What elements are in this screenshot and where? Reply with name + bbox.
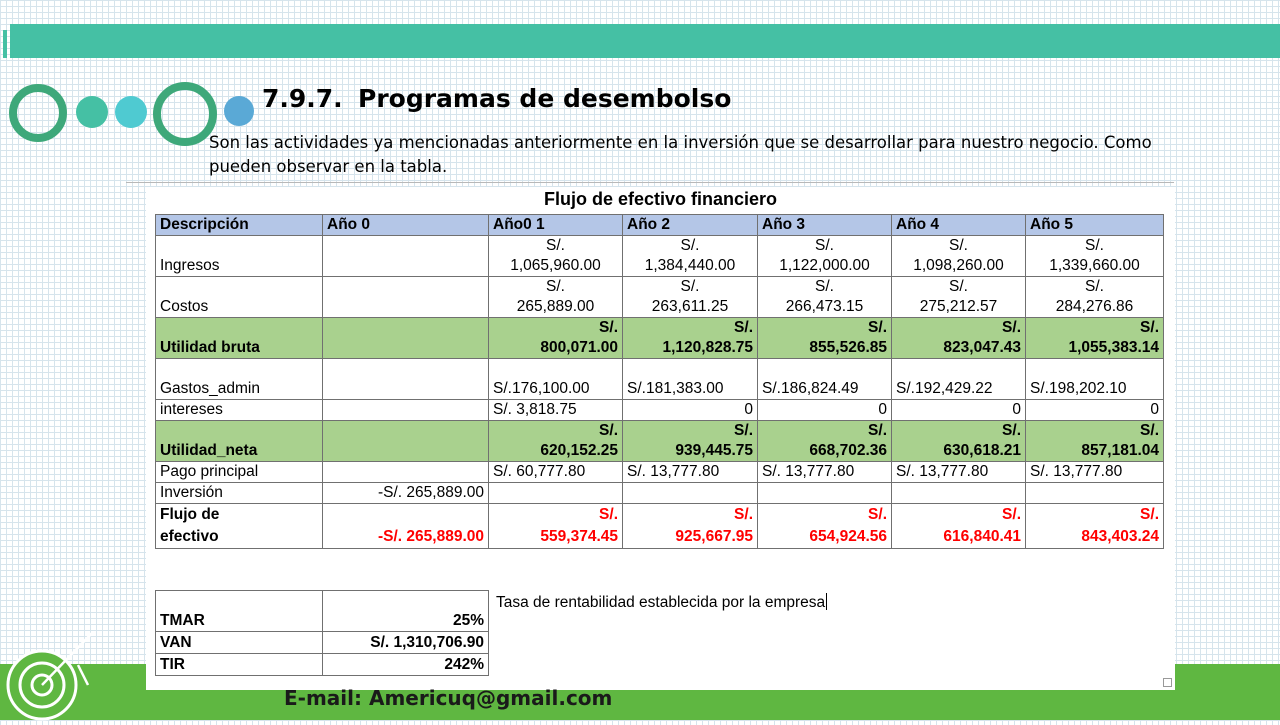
table-cell: S/. 823,047.43 bbox=[892, 318, 1026, 359]
table-cell: S/. 13,777.80 bbox=[758, 462, 892, 483]
table-cell: S/. 925,667.95 bbox=[623, 504, 758, 549]
row-label: Utilidad bruta bbox=[156, 318, 323, 359]
table-cell: S/. 1,120,828.75 bbox=[623, 318, 758, 359]
table-cell bbox=[892, 483, 1026, 504]
row-label: Flujo de efectivo bbox=[156, 504, 323, 549]
table-cell: S/. 857,181.04 bbox=[1026, 421, 1164, 462]
table-cell: S/. 1,384,440.00 bbox=[623, 236, 758, 277]
footer-email: E-mail: Americuq@gmail.com bbox=[284, 686, 613, 710]
table-cell bbox=[323, 421, 489, 462]
text-caret bbox=[826, 593, 827, 610]
table-cell: S/. 275,212.57 bbox=[892, 277, 1026, 318]
page-title bbox=[262, 84, 731, 113]
table-cell: 0 bbox=[758, 400, 892, 421]
table-row-inversion bbox=[156, 483, 1164, 504]
top-bar-edge bbox=[3, 30, 7, 58]
dot-circle-icon bbox=[115, 96, 147, 128]
table-row-utilidad-bruta bbox=[156, 318, 1164, 359]
table-title: Flujo de efectivo financiero bbox=[543, 189, 778, 209]
table-header-row bbox=[156, 215, 1164, 236]
row-label: Ingresos bbox=[156, 236, 323, 277]
table-cell bbox=[323, 462, 489, 483]
table-row-utilidad-neta bbox=[156, 421, 1164, 462]
column-header: Año 4 bbox=[892, 215, 1026, 236]
table-cell bbox=[323, 236, 489, 277]
column-header: Año 2 bbox=[623, 215, 758, 236]
table-cell: S/. 843,403.24 bbox=[1026, 504, 1164, 549]
table-cell: S/. 60,777.80 bbox=[489, 462, 623, 483]
column-header: Año 5 bbox=[1026, 215, 1164, 236]
table-cell: S/. 1,122,000.00 bbox=[758, 236, 892, 277]
table-cell: S/. 13,777.80 bbox=[892, 462, 1026, 483]
table-cell bbox=[623, 483, 758, 504]
section-title: Programas de desembolso bbox=[358, 84, 732, 113]
table-cell bbox=[323, 277, 489, 318]
table-cell: S/. 13,777.80 bbox=[623, 462, 758, 483]
summary-value: 25% bbox=[323, 591, 489, 632]
summary-table bbox=[155, 590, 489, 676]
section-number: 7.9.7. bbox=[262, 84, 343, 113]
summary-label: TIR bbox=[156, 654, 323, 676]
row-label: Costos bbox=[156, 277, 323, 318]
table-row-flujo-efectivo bbox=[156, 504, 1164, 549]
dot-circle-icon bbox=[224, 96, 254, 126]
table-cell: S/. 1,055,383.14 bbox=[1026, 318, 1164, 359]
summary-label: VAN bbox=[156, 632, 323, 654]
table-cell: S/. 263,611.25 bbox=[623, 277, 758, 318]
table-cell bbox=[323, 359, 489, 400]
table-cell: S/.192,429.22 bbox=[892, 359, 1026, 400]
table-cell bbox=[489, 483, 623, 504]
table-cell: S/. 559,374.45 bbox=[489, 504, 623, 549]
table-cell bbox=[323, 318, 489, 359]
table-cell: S/. 284,276.86 bbox=[1026, 277, 1164, 318]
intro-paragraph: Son las actividades ya mencionadas anteriormente en la inversión que se desarrollar para nuestro negocio. Como pueden observar en la tabla. bbox=[209, 133, 1152, 176]
dot-circle-icon bbox=[76, 96, 108, 128]
summary-row-van bbox=[156, 632, 489, 654]
ring-circle-icon bbox=[9, 84, 67, 142]
column-header: Año 0 bbox=[323, 215, 489, 236]
table-cell: S/. 630,618.21 bbox=[892, 421, 1026, 462]
table-row-intereses bbox=[156, 400, 1164, 421]
table-cell: S/. 3,818.75 bbox=[489, 400, 623, 421]
row-label: Pago principal bbox=[156, 462, 323, 483]
row-label: intereses bbox=[156, 400, 323, 421]
table-cell: S/.186,824.49 bbox=[758, 359, 892, 400]
summary-row-tir bbox=[156, 654, 489, 676]
table-row-ingresos bbox=[156, 236, 1164, 277]
table-cell: -S/. 265,889.00 bbox=[323, 483, 489, 504]
row-label: Utilidad_neta bbox=[156, 421, 323, 462]
row-label: Inversión bbox=[156, 483, 323, 504]
column-header: Año0 1 bbox=[489, 215, 623, 236]
table-cell bbox=[1026, 483, 1164, 504]
table-cell: 0 bbox=[1026, 400, 1164, 421]
table-row-pago-principal bbox=[156, 462, 1164, 483]
table-cell: S/. 654,924.56 bbox=[758, 504, 892, 549]
table-cell: S/.176,100.00 bbox=[489, 359, 623, 400]
row-label: Gastos_admin bbox=[156, 359, 323, 400]
table-cell: 0 bbox=[892, 400, 1026, 421]
column-header: Descripción bbox=[156, 215, 323, 236]
column-header: Año 3 bbox=[758, 215, 892, 236]
table-cell bbox=[758, 483, 892, 504]
table-cell: S/. 800,071.00 bbox=[489, 318, 623, 359]
summary-row-tmar bbox=[156, 591, 489, 632]
ring-circle-icon bbox=[153, 82, 217, 146]
table-cell: S/. 620,152.25 bbox=[489, 421, 623, 462]
tmar-note[interactable]: Tasa de rentabilidad establecida por la empresa bbox=[496, 594, 826, 611]
table-cell: S/. 265,889.00 bbox=[489, 277, 623, 318]
table-cell: S/. 668,702.36 bbox=[758, 421, 892, 462]
table-cell: S/. 1,339,660.00 bbox=[1026, 236, 1164, 277]
table-cell: S/.181,383.00 bbox=[623, 359, 758, 400]
table-cell: S/.198,202.10 bbox=[1026, 359, 1164, 400]
table-cell: S/. 616,840.41 bbox=[892, 504, 1026, 549]
table-cell: 0 bbox=[623, 400, 758, 421]
table-cell: S/. 855,526.85 bbox=[758, 318, 892, 359]
spreadsheet-panel[interactable] bbox=[146, 187, 1175, 690]
target-logo-icon bbox=[0, 625, 100, 725]
table-row-costos bbox=[156, 277, 1164, 318]
top-teal-bar bbox=[10, 24, 1280, 58]
table-cell: S/. 1,065,960.00 bbox=[489, 236, 623, 277]
divider bbox=[126, 182, 1174, 183]
table-cell bbox=[323, 400, 489, 421]
table-row-gastos-admin bbox=[156, 359, 1164, 400]
table-cell: S/. 1,098,260.00 bbox=[892, 236, 1026, 277]
table-cell: S/. 266,473.15 bbox=[758, 277, 892, 318]
table-cell: -S/. 265,889.00 bbox=[323, 504, 489, 549]
cash-flow-table bbox=[155, 214, 1164, 549]
table-cell: S/. 939,445.75 bbox=[623, 421, 758, 462]
table-cell: S/. 13,777.80 bbox=[1026, 462, 1164, 483]
summary-label: TMAR bbox=[156, 591, 323, 632]
summary-value: 242% bbox=[323, 654, 489, 676]
summary-value: S/. 1,310,706.90 bbox=[323, 632, 489, 654]
resize-handle[interactable] bbox=[1163, 678, 1172, 687]
